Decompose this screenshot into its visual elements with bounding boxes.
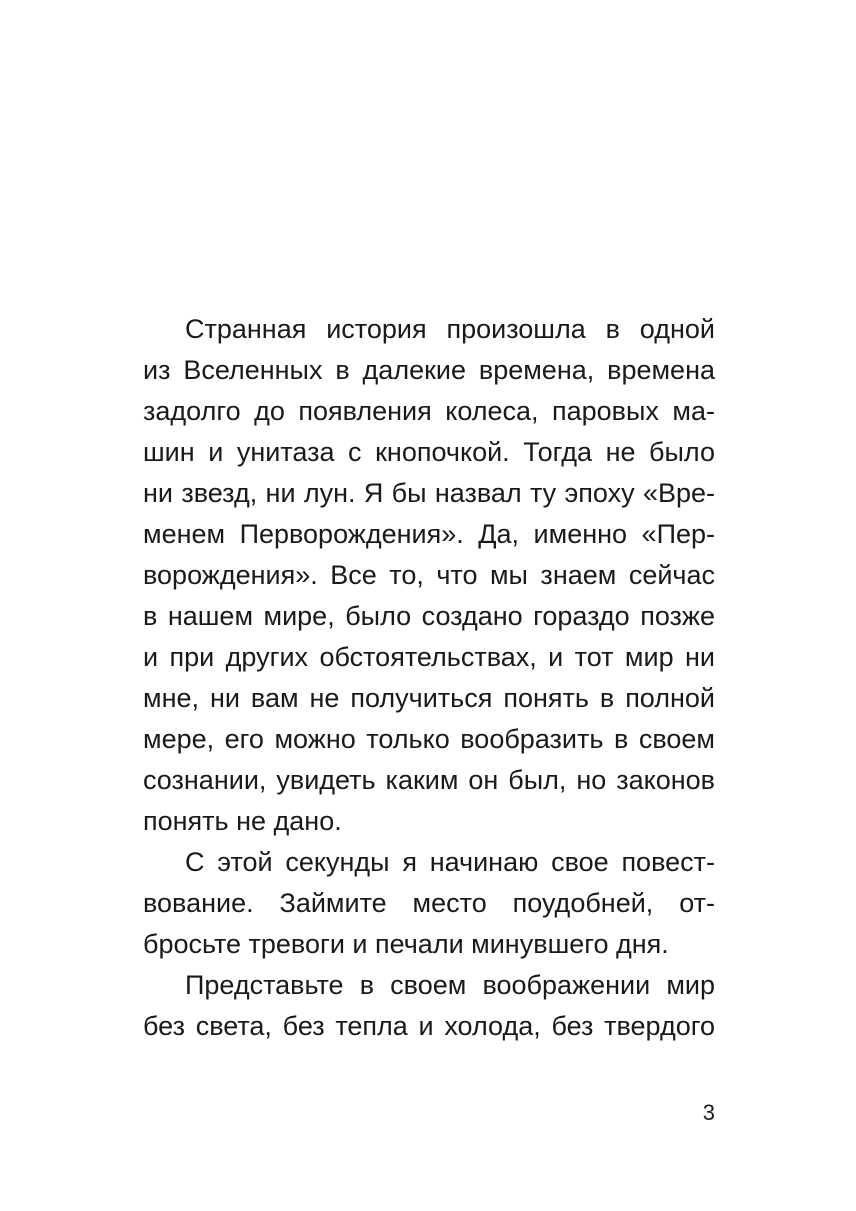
text-line: из Вселенных в далекие времена, времена [143, 355, 715, 385]
paragraph-2 [143, 842, 715, 965]
text-line: сознании, увидеть каким он был, но законов [143, 765, 715, 795]
paragraph-1 [143, 309, 715, 842]
text-line: мере, его можно только вообразить в своем [143, 724, 715, 754]
page-number: 3 [702, 1100, 715, 1125]
text-line: без света, без тепла и холода, без твердого [143, 1011, 715, 1041]
text-line: мне, ни вам не получиться понять в полной [143, 683, 715, 713]
text-line: в нашем мире, было создано гораздо позже [143, 601, 715, 631]
paragraph-3 [143, 965, 715, 1047]
text-line: Странная история произошла в одной [185, 314, 715, 344]
text-line: задолго до появления колеса, паровых ма- [143, 396, 715, 426]
text-line: бросьте тревоги и печали минувшего дня. [143, 929, 669, 959]
text-line: менем Перворождения». Да, именно «Пер- [143, 519, 715, 549]
text-line: Представьте в своем воображении мир [185, 970, 715, 1000]
text-line: ни звезд, ни лун. Я бы назвал ту эпоху «Вре- [143, 478, 715, 508]
text-line: вование. Займите место поудобней, от- [143, 888, 715, 918]
text-line: С этой секунды я начинаю свое повест- [185, 847, 715, 877]
text-line: понять не дано. [143, 806, 342, 836]
text-line: шин и унитаза с кнопочкой. Тогда не было [143, 437, 715, 467]
body-text [143, 309, 715, 1047]
text-line: ворождения». Все то, что мы знаем сейчас [143, 560, 715, 590]
text-line: и при других обстоятельствах, и тот мир ни [143, 642, 715, 672]
